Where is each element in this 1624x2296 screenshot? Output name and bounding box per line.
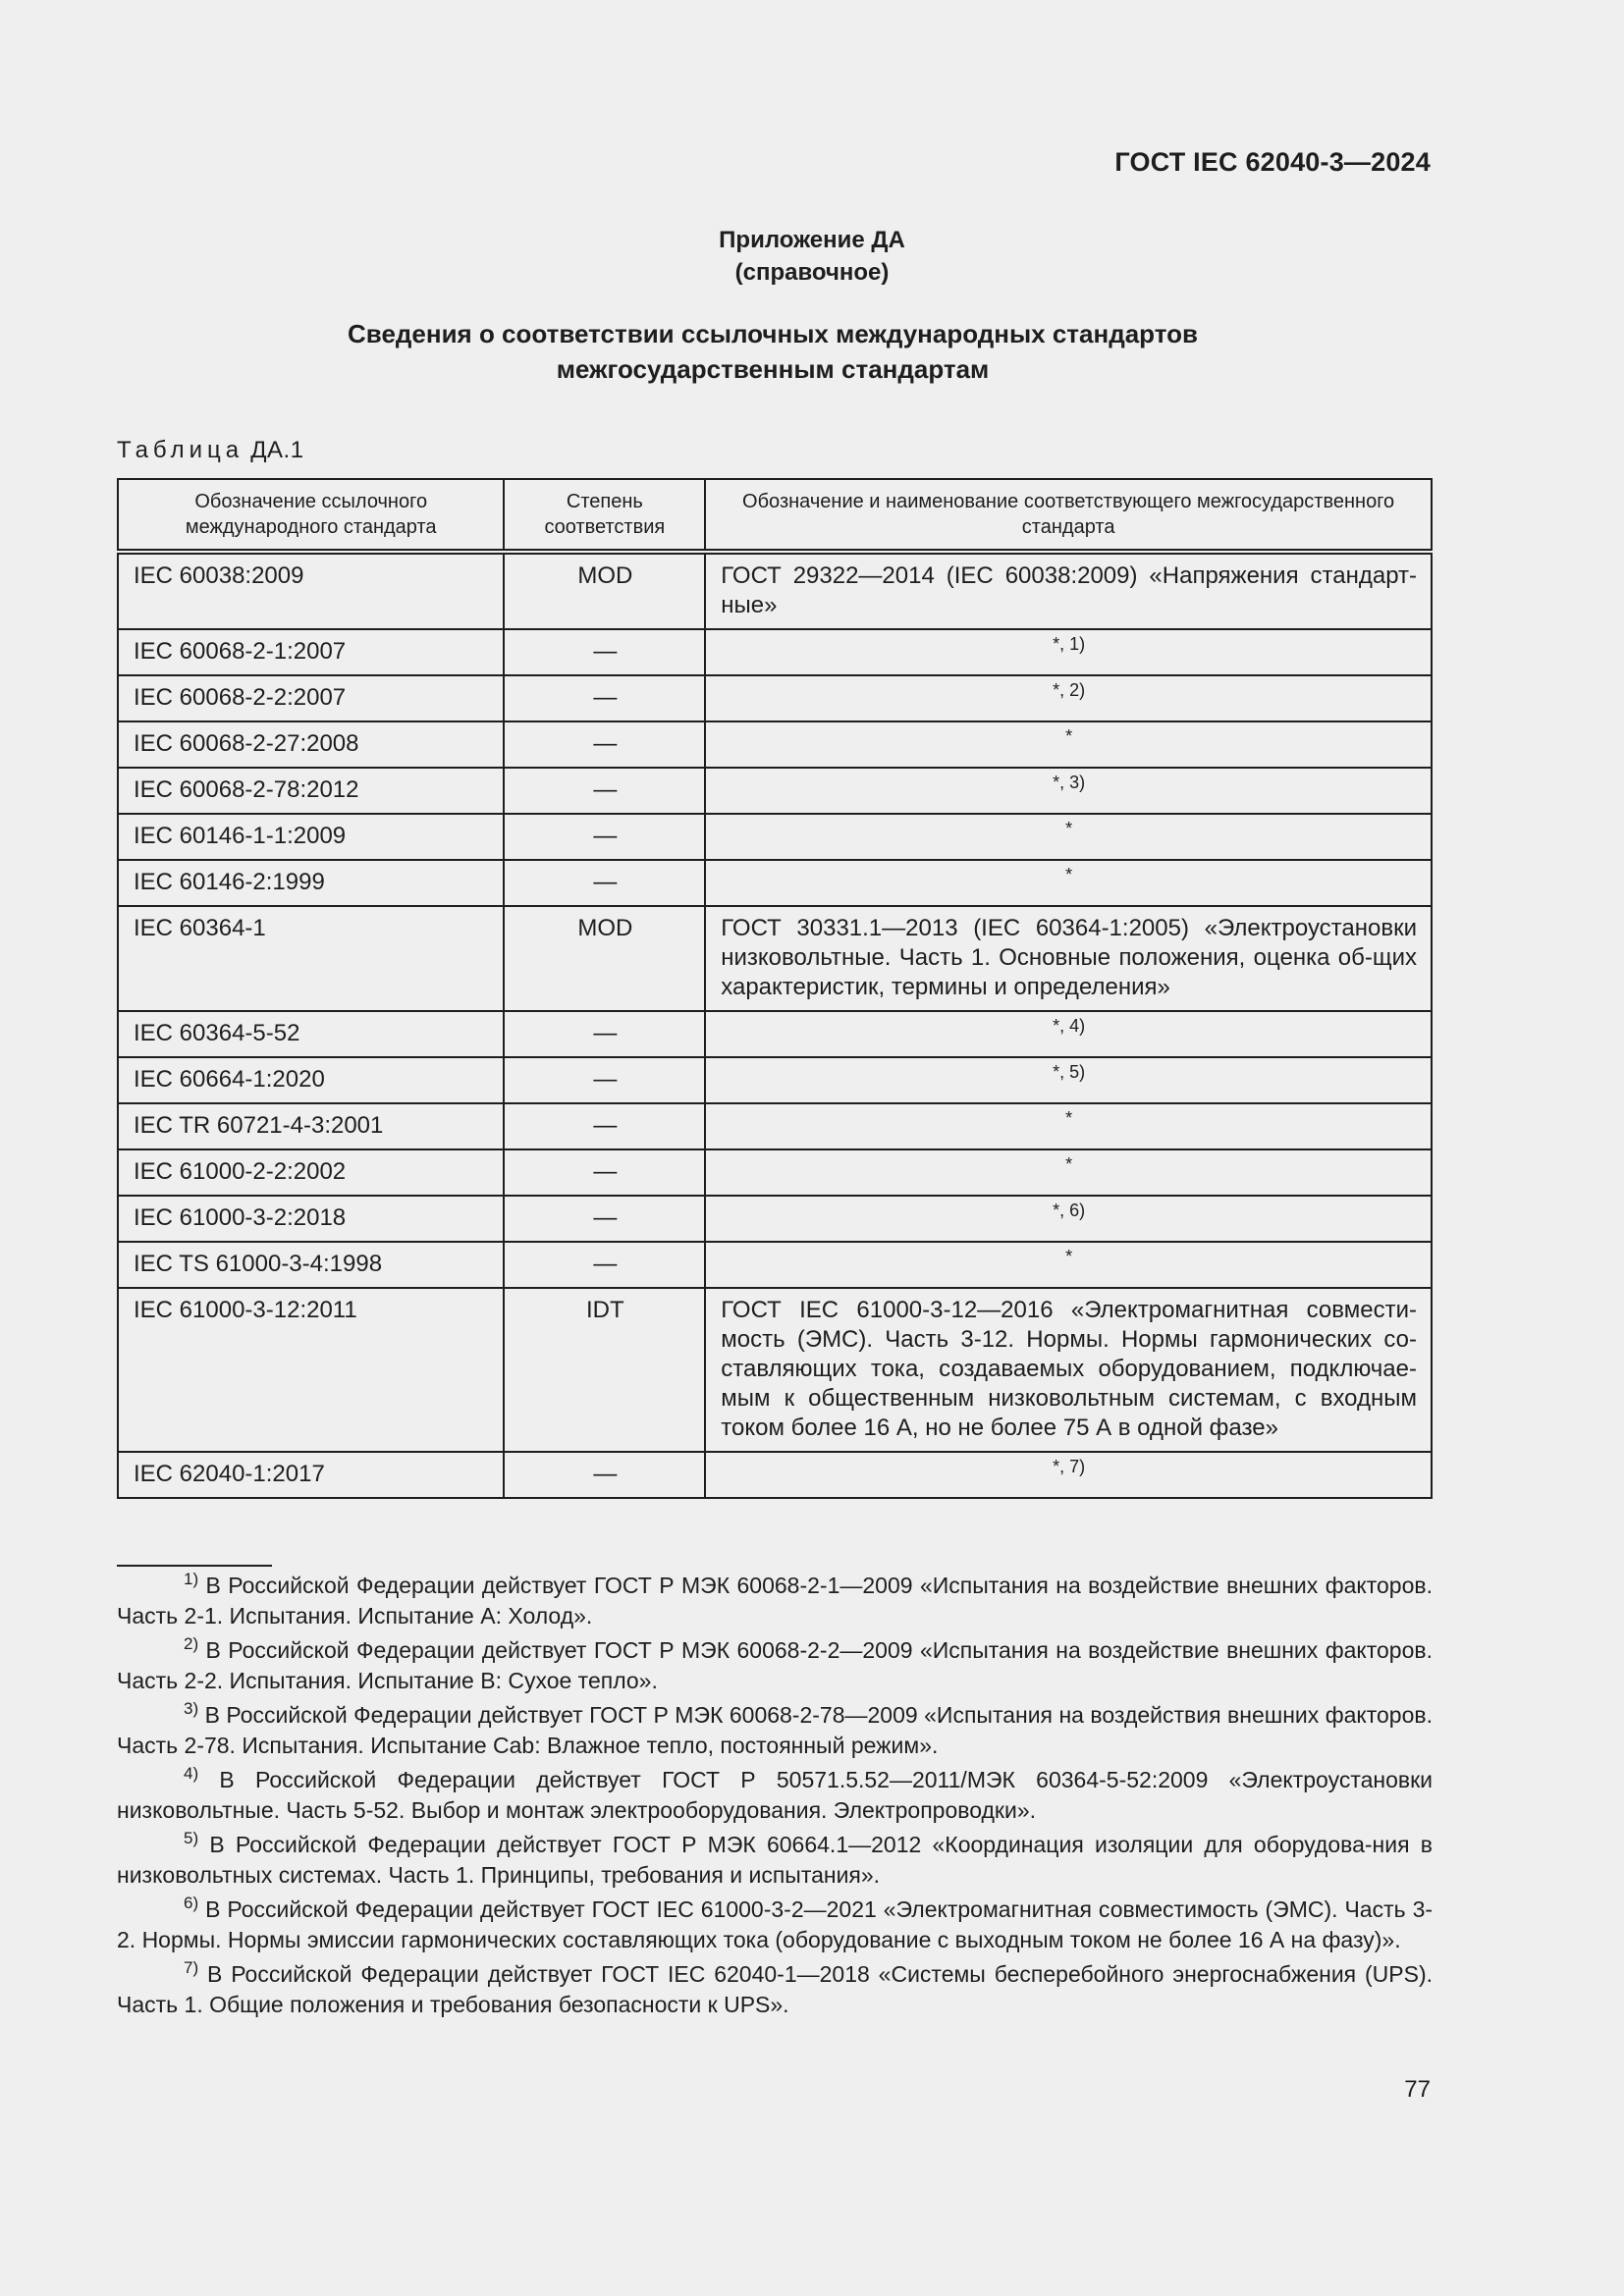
cell-standard: IEC 60364-5-52 — [118, 1011, 504, 1057]
footnote-text: В Российской Федерации действует ГОСТ Р МЭК 60664.1—2012 «Координация изоляции для оборудова-ния в низковольтных системах. Часть 1. Принципы, требования и испытания». — [117, 1832, 1434, 1888]
cell-standard: IEC 60146-1-1:2009 — [118, 814, 504, 860]
footnote-text: В Российской Федерации действует ГОСТ Р 50571.5.52—2011/МЭК 60364-5-52:2009 «Электроустановки низковольтные. Часть 5-52. Выбор и монтаж электрооборудования. Электропроводки». — [117, 1767, 1434, 1823]
footnote — [117, 1830, 1433, 1891]
cell-degree: — — [504, 814, 705, 860]
cell-standard: IEC TS 61000-3-4:1998 — [118, 1242, 504, 1288]
cell-standard: IEC 60664-1:2020 — [118, 1057, 504, 1103]
cell-standard: IEC 60038:2009 — [118, 552, 504, 629]
cell-interstate-standard: ГОСТ 29322—2014 (IEC 60038:2009) «Напряжения стандарт-ные» — [705, 552, 1432, 629]
footnote-number: 7) — [184, 1958, 199, 1977]
table-row — [118, 1149, 1432, 1196]
cell-standard: IEC 62040-1:2017 — [118, 1452, 504, 1498]
table-row — [118, 1103, 1432, 1149]
footnote-number: 4) — [184, 1764, 199, 1783]
cell-interstate-standard: *, 3) — [705, 768, 1432, 814]
footnote-separator — [117, 1565, 272, 1567]
table-row — [118, 552, 1432, 629]
table-caption — [117, 437, 304, 464]
section-heading-line-2: межгосударственным стандартам — [556, 354, 990, 384]
table-row — [118, 1011, 1432, 1057]
cell-interstate-standard: *, 4) — [705, 1011, 1432, 1057]
cell-standard: IEC 60068-2-27:2008 — [118, 721, 504, 768]
footnote-number: 3) — [184, 1699, 199, 1718]
cell-degree: — — [504, 1011, 705, 1057]
footnote — [117, 1700, 1433, 1761]
footnote-number: 6) — [184, 1894, 199, 1912]
table-row — [118, 1057, 1432, 1103]
cell-degree: — — [504, 1149, 705, 1196]
table-row — [118, 1196, 1432, 1242]
cell-interstate-standard: *, 7) — [705, 1452, 1432, 1498]
cell-degree: MOD — [504, 552, 705, 629]
table-row — [118, 1242, 1432, 1288]
cell-degree: — — [504, 629, 705, 675]
cell-interstate-standard: * — [705, 814, 1432, 860]
cell-interstate-standard: * — [705, 1103, 1432, 1149]
table-row — [118, 860, 1432, 906]
cell-degree: — — [504, 675, 705, 721]
cell-standard: IEC 60146-2:1999 — [118, 860, 504, 906]
cell-standard: IEC 60068-2-1:2007 — [118, 629, 504, 675]
column-header-standard: Обозначение ссылочного международного стандарта — [118, 479, 504, 552]
cell-degree: IDT — [504, 1288, 705, 1452]
cell-standard: IEC 60068-2-2:2007 — [118, 675, 504, 721]
table-row — [118, 768, 1432, 814]
table-row — [118, 721, 1432, 768]
column-header-degree: Степень соответствия — [504, 479, 705, 552]
cell-interstate-standard: ГОСТ IEC 61000-3-12—2016 «Электромагнитная совмести-мость (ЭМС). Часть 3-12. Нормы. Нормы гармонических со-ставляющих тока, создаваемых оборудованием, подключае-мым к общественным низковольтным системам, с входным током более 16 А, но не более 75 А в одной фазе» — [705, 1288, 1432, 1452]
cell-standard: IEC 61000-3-2:2018 — [118, 1196, 504, 1242]
column-header-interstate: Обозначение и наименование соответствующего межгосударственного стандарта — [705, 479, 1432, 552]
cell-interstate-standard: ГОСТ 30331.1—2013 (IEC 60364-1:2005) «Электроустановки низковольтные. Часть 1. Основные положения, оценка об-щих характеристик, термины и определения» — [705, 906, 1432, 1011]
cell-degree: — — [504, 768, 705, 814]
table-header-row — [118, 479, 1432, 552]
footnote — [117, 1895, 1433, 1955]
cell-interstate-standard: *, 5) — [705, 1057, 1432, 1103]
table-row — [118, 906, 1432, 1011]
correspondence-table — [117, 478, 1433, 1499]
footnote-text: В Российской Федерации действует ГОСТ Р МЭК 60068-2-1—2009 «Испытания на воздействие внешних факторов. Часть 2-1. Испытания. Испытание А: Холод». — [117, 1573, 1433, 1629]
appendix-subtitle: (справочное) — [734, 259, 890, 286]
cell-degree: — — [504, 1196, 705, 1242]
appendix-title-block — [0, 224, 1624, 289]
cell-standard: IEC 61000-3-12:2011 — [118, 1288, 504, 1452]
cell-standard: IEC TR 60721-4-3:2001 — [118, 1103, 504, 1149]
table-row — [118, 1452, 1432, 1498]
cell-standard: IEC 60068-2-78:2012 — [118, 768, 504, 814]
footnote-number: 2) — [184, 1634, 199, 1653]
footnotes — [117, 1571, 1433, 2024]
footnote-number: 5) — [184, 1829, 199, 1847]
cell-degree: — — [504, 1242, 705, 1288]
section-heading-line-1: Сведения о соответствии ссылочных международных стандартов — [348, 319, 1198, 348]
table-row — [118, 629, 1432, 675]
cell-interstate-standard: * — [705, 1149, 1432, 1196]
footnote-number: 1) — [184, 1570, 199, 1588]
cell-interstate-standard: * — [705, 721, 1432, 768]
table-body — [118, 552, 1432, 1498]
cell-degree: — — [504, 721, 705, 768]
cell-interstate-standard: *, 6) — [705, 1196, 1432, 1242]
cell-degree: — — [504, 860, 705, 906]
appendix-title: Приложение ДА — [719, 227, 905, 253]
table-caption-word: Таблица — [117, 437, 244, 463]
cell-interstate-standard: *, 1) — [705, 629, 1432, 675]
footnote-text: В Российской Федерации действует ГОСТ IEC 62040-1—2018 «Системы бесперебойного энергоснабжения (UPS). Часть 1. Общие положения и требования безопасности к UPS». — [117, 1961, 1434, 2017]
table-row — [118, 1288, 1432, 1452]
cell-interstate-standard: *, 2) — [705, 675, 1432, 721]
cell-interstate-standard: * — [705, 1242, 1432, 1288]
cell-degree: — — [504, 1103, 705, 1149]
cell-standard: IEC 60364-1 — [118, 906, 504, 1011]
cell-degree: — — [504, 1452, 705, 1498]
footnote-text: В Российской Федерации действует ГОСТ Р МЭК 60068-2-2—2009 «Испытания на воздействие внешних факторов. Часть 2-2. Испытания. Испытание В: Сухое тепло». — [117, 1637, 1433, 1693]
cell-degree: MOD — [504, 906, 705, 1011]
footnote-text: В Российской Федерации действует ГОСТ Р МЭК 60068-2-78—2009 «Испытания на воздействия внешних факторов. Часть 2-78. Испытания. Испытание Cab: Влажное тепло, постоянный режим». — [117, 1702, 1433, 1758]
cell-degree: — — [504, 1057, 705, 1103]
footnote — [117, 1765, 1433, 1826]
document-code: ГОСТ IEC 62040-3—2024 — [1114, 147, 1431, 177]
section-heading — [0, 316, 1545, 387]
footnote-text: В Российской Федерации действует ГОСТ IEC 61000-3-2—2021 «Электромагнитная совместимость (ЭМС). Часть 3-2. Нормы. Нормы эмиссии гармонических составляющих тока (оборудование с выходным током не более 16 А на фазу)». — [117, 1896, 1434, 1952]
cell-standard: IEC 61000-2-2:2002 — [118, 1149, 504, 1196]
footnote — [117, 1635, 1433, 1696]
table-row — [118, 675, 1432, 721]
table-caption-number: ДА.1 — [250, 437, 304, 463]
cell-interstate-standard: * — [705, 860, 1432, 906]
table-row — [118, 814, 1432, 860]
footnote — [117, 1959, 1433, 2020]
footnote — [117, 1571, 1433, 1631]
page-number: 77 — [1404, 2076, 1431, 2103]
